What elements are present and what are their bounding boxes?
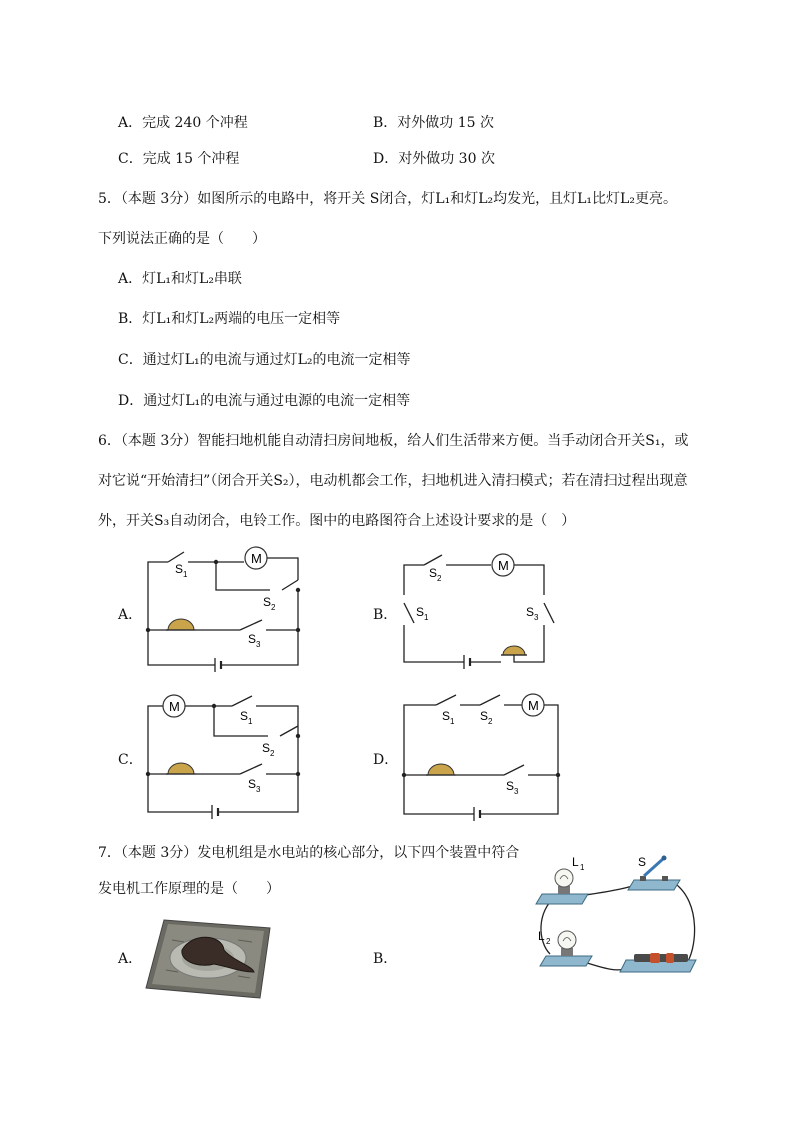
q6-stem-line1: 6．（本题 3分）智能扫地机能自动清扫房间地板，给人们生活带来方便。当手动闭合开关S₁，或 <box>98 433 689 449</box>
circuit-d-s1: S <box>442 709 451 723</box>
q5-stem-line2: 下列说法正确的是（ ） <box>98 231 266 247</box>
q7-label-a: A． <box>118 951 143 967</box>
circuit-d-s1-sub: 1 <box>450 717 455 726</box>
circuit-b-diagram <box>396 550 556 670</box>
q5-option-b: B．灯L₁和灯L₂两端的电压一定相等 <box>118 311 341 327</box>
circuit-b-s2: S <box>429 566 438 580</box>
q4-option-d: D．对外做功 30 次 <box>373 151 495 167</box>
circuit-d-diagram <box>396 690 566 825</box>
circuit-c-s3-sub: 3 <box>256 785 261 794</box>
circuit-c-s1: S <box>240 709 249 723</box>
circuit-d-s3-sub: 3 <box>514 787 519 796</box>
circuit-a-s2-sub: 2 <box>271 603 276 612</box>
circuit-d-s2-sub: 2 <box>488 717 493 726</box>
circuit-a-diagram <box>140 540 310 672</box>
circuit-c-diagram <box>140 688 310 820</box>
motor-label: M <box>251 551 262 566</box>
circuit-c-s1-sub: 1 <box>248 717 253 726</box>
circuit-b-motor-label: M <box>498 558 509 573</box>
circuit-b-s3-sub: 3 <box>534 613 539 622</box>
circuit-a-s1: S <box>175 562 184 576</box>
lamp-l2-sub: 2 <box>546 937 551 946</box>
circuit-c-s2-sub: 2 <box>270 749 275 758</box>
q6-label-d: D． <box>373 752 399 768</box>
lamp-l1-sub: 1 <box>580 863 585 872</box>
q4-option-c: C．完成 15 个冲程 <box>118 151 240 167</box>
circuit-b-s1-sub: 1 <box>424 613 429 622</box>
lamp-l2-icon <box>558 931 576 949</box>
circuit-b-s2-sub: 2 <box>437 574 442 583</box>
q5-option-c: C．通过灯L₁的电流与通过灯L₂的电流一定相等 <box>118 352 411 368</box>
lamp-l1-icon <box>555 869 573 887</box>
q5-stem-line1: 5．（本题 3分）如图所示的电路中，将开关 S闭合，灯L₁和灯L₂均发光，且灯L₁比灯L₂更亮。 <box>98 191 677 207</box>
q6-stem-line2: 对它说“开始清扫”（闭合开关S₂），电动机都会工作，扫地机进入清扫模式；若在清扫过程出现意 <box>98 473 688 489</box>
circuit-d-s3: S <box>506 779 515 793</box>
circuit-c-s3: S <box>248 777 257 791</box>
lamp-circuit-image <box>528 852 700 984</box>
q4-option-b: B．对外做功 15 次 <box>373 115 495 131</box>
lamp-l2-label: L <box>538 929 545 943</box>
q5-option-a: A．灯L₁和灯L₂串联 <box>118 271 242 287</box>
circuit-d-motor-label: M <box>528 698 539 713</box>
circuit-c-s2: S <box>262 741 271 755</box>
circuit-a-s1-sub: 1 <box>183 570 188 579</box>
q6-label-c: C． <box>118 752 143 768</box>
q7-stem-line2: 发电机工作原理的是（ ） <box>98 881 280 897</box>
circuit-a-s2: S <box>263 595 272 609</box>
circuit-c-motor-label: M <box>169 699 180 714</box>
q7-stem-line1: 7．（本题 3分）发电机组是水电站的核心部分，以下四个装置中符合 <box>98 845 520 861</box>
circuit-a-s3: S <box>248 632 257 646</box>
q7-label-b: B． <box>373 951 398 967</box>
circuit-d-s2: S <box>480 709 489 723</box>
lamp-l1-label: L <box>572 855 579 869</box>
circuit-b-s1: S <box>416 605 425 619</box>
q4-option-a: A．完成 240 个冲程 <box>118 115 248 131</box>
circuit-b-s3: S <box>526 605 535 619</box>
q5-option-d: D．通过灯L₁的电流与通过电源的电流一定相等 <box>118 393 411 409</box>
circuit-a-s3-sub: 3 <box>256 640 261 649</box>
q6-label-a: A． <box>118 607 143 623</box>
q6-label-b: B． <box>373 607 398 623</box>
switch-s-label: S <box>638 855 647 869</box>
compass-image <box>142 910 282 1005</box>
q6-stem-line3: 外，开关S₃自动闭合，电铃工作。图中的电路图符合上述设计要求的是（ ） <box>98 513 576 529</box>
